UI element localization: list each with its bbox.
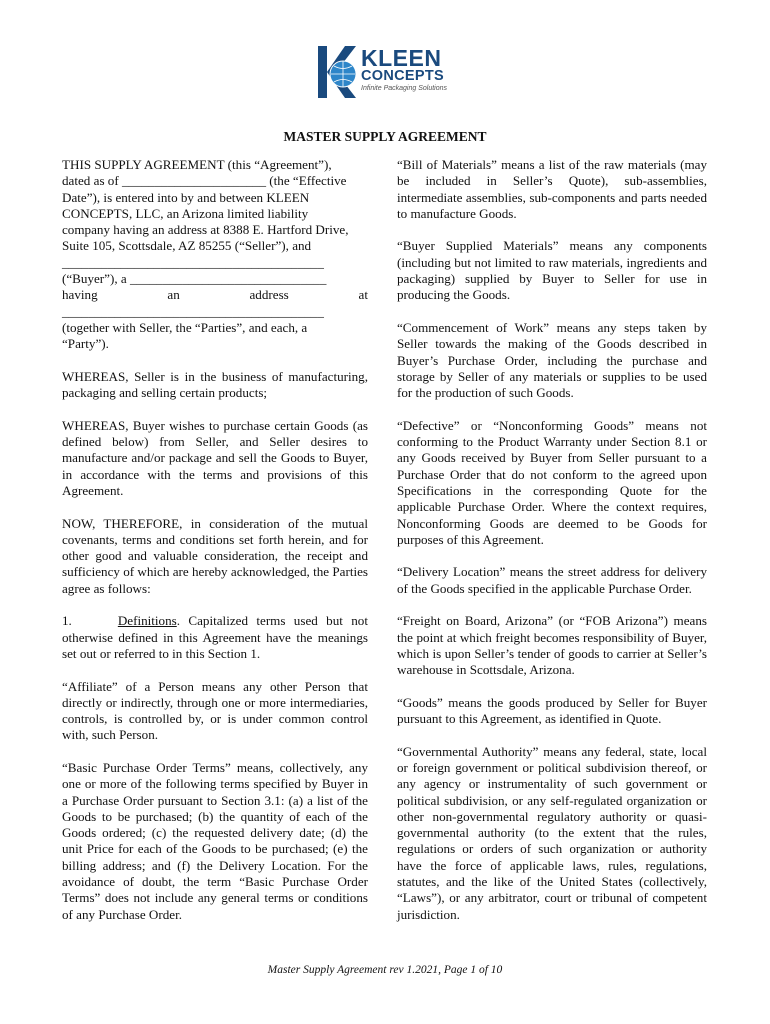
intro-line: ________________________________________ — [62, 303, 324, 319]
fob-definition: “Freight on Board, Arizona” (or “FOB Arizona”) means the point at which freight becomes responsibility of Buyer, which is upon Seller’s tender of goods to carrier at Seller’s warehouse in Scottsdale, Arizona. — [397, 613, 707, 678]
kleen-concepts-logo-icon — [318, 44, 360, 100]
intro-line: “Party”). — [62, 336, 109, 352]
document-title: MASTER SUPPLY AGREEMENT — [283, 129, 487, 144]
defective-definition: “Defective” or “Nonconforming Goods” means not conforming to the Product Warranty under Section 8.1 or any Goods received by Buyer from Seller pursuant to a Purchase Order that do not conform to the agreed upon Specifications in the corresponding Quote for the applicable Purchase Order. Where the context requires, Nonconforming Goods are deemed to be Goods for purposes of this Agreement. — [397, 417, 707, 547]
intro-line: Suite 105, Scottsdale, AZ 85255 (“Seller”), and — [62, 238, 312, 254]
having-word: at — [358, 287, 368, 303]
intro-line: company having an address at 8388 E. Hartford Drive, — [62, 222, 349, 238]
commencement-definition: “Commencement of Work” means any steps taken by Seller towards the making of the Goods described in Buyer’s Purchase Order, including the purchase and storage by Seller of any materials or supplies to be used for the production of such Goods. — [397, 319, 707, 401]
company-logo — [318, 44, 468, 100]
delivery-location-definition: “Delivery Location” means the street address for delivery of the Goods specified in the applicable Purchase Order. — [397, 564, 707, 596]
having-word: address — [249, 287, 289, 303]
intro-line: Date”), is entered into by and between KLEEN — [62, 189, 310, 205]
governmental-authority-definition: “Governmental Authority” means any federal, state, local or foreign government or political subdivision thereof, or any agency or instrumentality of such government or political subdivision, or any self-regulated organization or other non-governmental regulatory authority or quasi-governmental authority (to the extent that the rules, regulations or orders of such organization or authority have the force of applicable laws, rules, regulations, statutes, and the like of the United States (collectively, “Laws”), or any arbitrator, court or tribunal of competent jurisdiction. — [397, 743, 707, 922]
intro-line: dated as of ______________________ (the “Effective — [62, 173, 347, 189]
definitions-section — [62, 613, 368, 662]
logo-line2: CONCEPTS — [361, 68, 444, 84]
bom-definition: “Bill of Materials” means a list of the raw materials (may be included in Seller’s Quote), sub-assemblies, intermediate assemblies, sub-components and parts needed to manufacture Goods. — [397, 157, 707, 221]
having-word: an — [167, 287, 180, 303]
basic-po-terms-definition: “Basic Purchase Order Terms” means, collectively, any one or more of the following terms specified by Buyer in a Purchase Order pursuant to Section 3.1: (a) a list of the Goods to be purchased; (b) the quantity of each of the Goods ordered; (c) the requested delivery date; (d) the unit Price for each of the Goods to be purchased; (e) the billing address; and (f) the Delivery Location. For the avoidance of doubt, the term “Basic Purchase Order Terms” does not include any general terms or conditions of any Purchase Order. — [62, 759, 368, 922]
goods-definition: “Goods” means the goods produced by Seller for Buyer pursuant to this Agreement, as identified in Quote. — [397, 694, 707, 727]
intro-line: (together with Seller, the “Parties”, and each, a — [62, 319, 308, 335]
intro-paragraph — [62, 157, 368, 353]
buyer-supplied-definition: “Buyer Supplied Materials” means any components (including but not limited to raw materials, ingredients and packaging) supplied by Buyer to Seller for use in producing the Goods. — [397, 238, 707, 303]
section-text: . Capitalized terms used but not otherwise defined in this Agreement have the meanings set out or referred to in this Section 1. — [62, 613, 368, 661]
right-column — [397, 157, 707, 939]
whereas-paragraph-2: WHEREAS, Buyer wishes to purchase certain Goods (as defined below) from Seller, and Seller desires to manufacture and/or package and sell the Goods to Buyer, in accordance with the terms and provisions of this Agreement. — [62, 417, 368, 498]
whereas-paragraph-1: WHEREAS, Seller is in the business of manufacturing, packaging and selling certain products; — [62, 368, 368, 401]
intro-line: THIS SUPPLY AGREEMENT (this “Agreement”), — [62, 157, 332, 172]
intro-line: ________________________________________ — [62, 254, 324, 270]
left-column — [62, 157, 368, 939]
page-footer: Master Supply Agreement rev 1.2021, Page 1 of 10 — [267, 964, 503, 976]
now-therefore-paragraph: NOW, THEREFORE, in consideration of the mutual covenants, terms and conditions set forth herein, and for other good and valuable consideration, the receipt and sufficiency of which are hereby acknowledged, the Parties agree as follows: — [62, 515, 368, 596]
intro-having-line — [62, 287, 368, 303]
section-number: 1. — [62, 613, 72, 629]
section-heading: Definitions — [117, 613, 177, 629]
affiliate-definition: “Affiliate” of a Person means any other Person that directly or indirectly, through one or more intermediaries, controls, is controlled by, or is under common control with, such Person. — [62, 678, 368, 743]
having-word: having — [62, 287, 98, 303]
logo-tagline: Infinite Packaging Solutions — [361, 85, 447, 92]
logo-line1: KLEEN — [361, 45, 442, 71]
intro-line: CONCEPTS, LLC, an Arizona limited liability — [62, 205, 309, 221]
intro-line: (“Buyer”), a ______________________________ — [62, 271, 327, 287]
